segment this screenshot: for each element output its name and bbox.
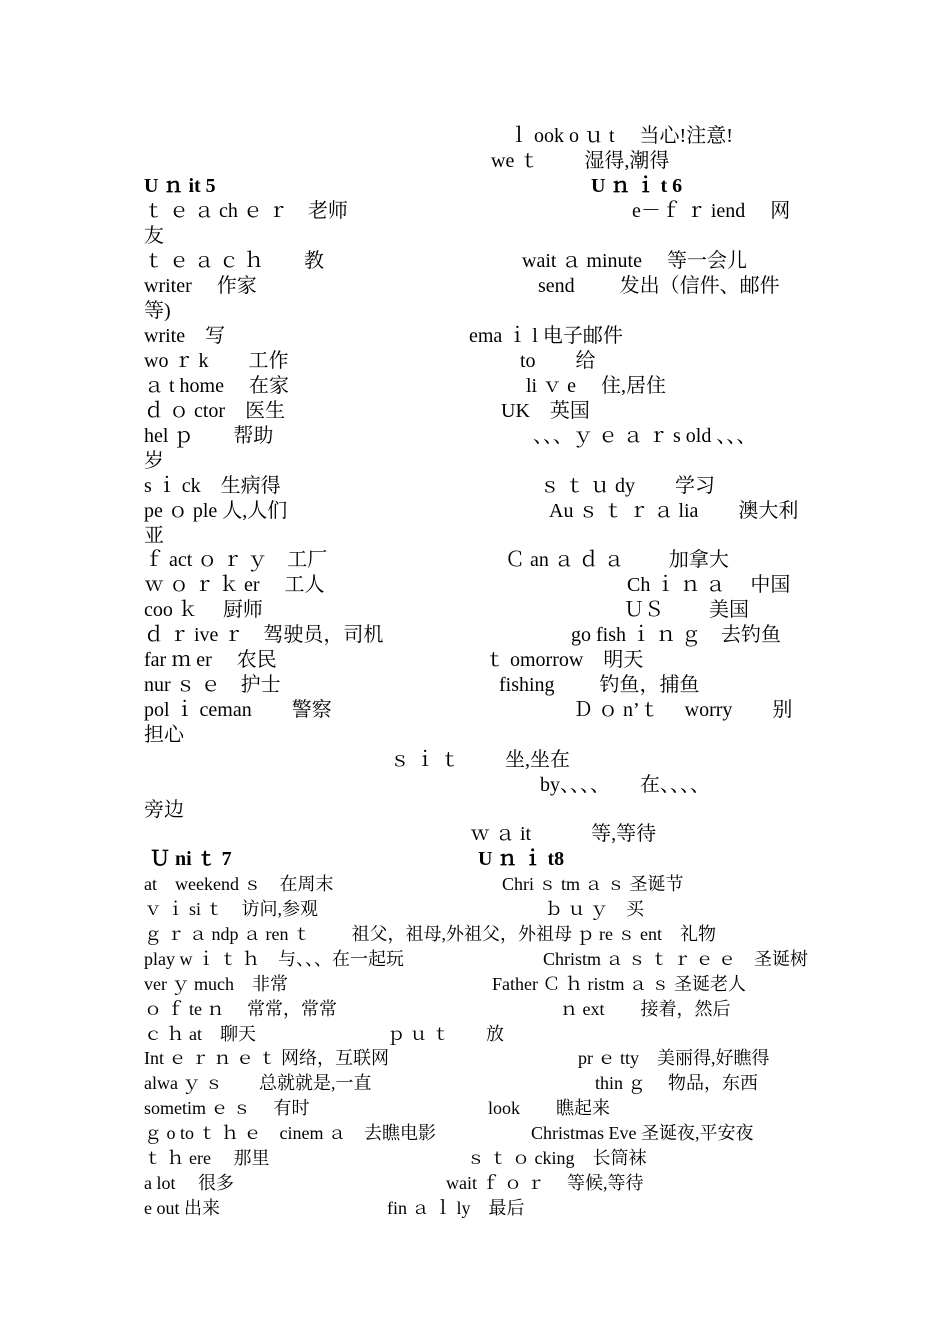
vocab-line: ｗ ａ it 等,等待 [470,823,657,845]
vocab-line: fishing 钓鱼，捕鱼 [499,674,700,696]
vocab-line: writer 作家 [144,275,257,297]
vocab-line: ｓ ｔ ｏ cking 长筒袜 [467,1148,647,1168]
vocab-line: ｎ ext 接着，然后 [560,999,731,1019]
vocab-line: Ｄ ｏ n’ｔ worry 别 [573,699,793,721]
vocab-line: ｓ ｔ ｕ dy 学习 [540,475,715,497]
vocab-line: e－ｆ ｒ iend 网 [632,200,791,222]
vocab-line: ｔ omorrow 明天 [485,649,644,671]
vocab-line: wait ａ minute 等一会儿 [522,250,747,272]
vocab-line: send 发出（信件、邮件 [538,275,780,297]
vocab-line: ｇ ｒ ａ ndp ａ ren ｔ 祖父，祖母,外祖父，外祖母 ｐ re ｓ ent 礼物 [144,924,716,944]
vocab-line: 、、、ｙ ｅ ａ ｒ s old 、、、 [533,425,757,447]
vocab-line: thin ｇ 物品，东西 [595,1073,759,1093]
vocab-line: ｐ ｕ ｔ 放 [387,1024,504,1044]
vocab-line: pol ｉ ceman 警察 [144,699,332,721]
unit-heading: U ｎ ｉ t 6 [591,175,683,197]
vocab-line: ｗ ｏ ｒ ｋ er 工人 [144,574,325,596]
vocab-line: Christmas Eve 圣诞夜,平安夜 [531,1123,754,1143]
vocab-line: wo ｒ k 工作 [144,350,289,372]
vocab-line: UK 英国 [501,400,590,422]
vocab-line: 岁 [144,450,164,472]
vocab-line: Ch ｉ ｎ ａ 中国 [627,574,791,596]
vocab-line: ｓ ｉ ｔ 坐,坐在 [390,749,570,771]
vocab-line: 亚 [144,525,164,547]
vocab-line: write 写 [144,325,226,347]
vocab-line: to 给 [520,350,596,372]
vocab-line: we ｔ 湿得,潮得 [491,150,670,172]
vocab-line: Ｃ an ａ ｄ ａ 加拿大 [505,549,729,571]
vocab-line: 旁边 [144,799,184,821]
vocab-line: ｄ ｒ ive ｒ 驾驶员，司机 [144,624,384,646]
vocab-line: li ｖ e 住,居住 [526,375,666,397]
unit-heading: Ｕ ni ｔ 7 [150,848,232,870]
vocab-line: Int ｅ ｒ ｎ ｅ ｔ 网络，互联网 [144,1048,389,1068]
vocab-line: ema ｉ l 电子邮件 [469,325,623,347]
vocab-line: far ｍ er 农民 [144,649,277,671]
vocab-line: e out 出来 [144,1198,220,1218]
vocab-line: nur ｓ ｅ 护士 [144,674,281,696]
vocab-line: hel ｐ 帮助 [144,425,274,447]
vocab-line: look 瞧起来 [488,1098,611,1118]
vocab-line: s ｉ ck 生病得 [144,475,281,497]
vocab-line: ｔ ｈ ere 那里 [144,1148,270,1168]
vocab-line: at weekend ｓ 在周末 [144,874,334,894]
vocab-line: ｇ o to ｔ ｈ ｅ cinem ａ 去瞧电影 [144,1123,436,1143]
vocab-line: ａ t home 在家 [144,375,289,397]
vocab-line: a lot 很多 [144,1173,234,1193]
vocab-line: ver ｙ much 非常 [144,974,288,994]
vocab-line: ｂ ｕ ｙ 买 [545,899,644,919]
vocab-line: play w ｉ ｔ ｈ 与、、、在一起玩 [144,949,404,969]
vocab-line: Au ｓ ｔ ｒ ａ lia 澳大利 [549,500,799,522]
vocab-line: Christm ａ ｓ ｔ ｒ ｅ ｅ 圣诞树 [543,949,809,969]
vocab-line: pr ｅ tty 美丽得,好瞧得 [578,1048,770,1068]
vocab-line: 友 [144,225,164,247]
vocab-line: ｃ ｈ at 聊天 [144,1024,256,1044]
unit-heading: U ｎ ｉ t8 [478,848,565,870]
vocab-line: by、、、、 在、、、、 [540,774,710,796]
vocab-line: ｄ ｏ ctor 医生 [144,400,286,422]
vocab-line: sometim ｅ ｓ 有时 [144,1098,310,1118]
vocab-line: ｆ act ｏ ｒ ｙ 工厂 [144,549,328,571]
unit-heading: U ｎ it 5 [144,175,216,197]
vocab-line: alwa ｙ ｓ 总就就是,一直 [144,1073,372,1093]
vocab-line: pe ｏ ple 人,人们 [144,500,288,522]
vocab-line: ｔ ｅ ａ ch ｅ ｒ 老师 [144,200,348,222]
vocab-line: coo ｋ 厨师 [144,599,263,621]
vocab-line: ｖ ｉ si ｔ 访问,参观 [144,899,319,919]
vocab-line: 担心 [144,724,184,746]
vocab-line: go fish ｉ ｎ ｇ 去钓鱼 [571,624,781,646]
vocab-line: ｏ ｆ te ｎ 常常，常常 [144,999,337,1019]
vocab-line: ｔ ｅ ａ ｃ ｈ 教 [144,250,324,272]
vocab-line: ＵＳ 美国 [624,599,749,621]
vocab-line: fin ａ ｌ ly 最后 [387,1198,525,1218]
vocab-line: ｌ ook o ｕ t 当心!注意! [509,125,733,147]
vocab-line: Chri ｓ tm ａ ｓ 圣诞节 [502,874,684,894]
vocab-line: Father Ｃ ｈ ristm ａ ｓ 圣诞老人 [492,974,746,994]
vocab-line: 等) [144,300,171,322]
vocab-line: wait ｆ ｏ ｒ 等候,等待 [446,1173,644,1193]
